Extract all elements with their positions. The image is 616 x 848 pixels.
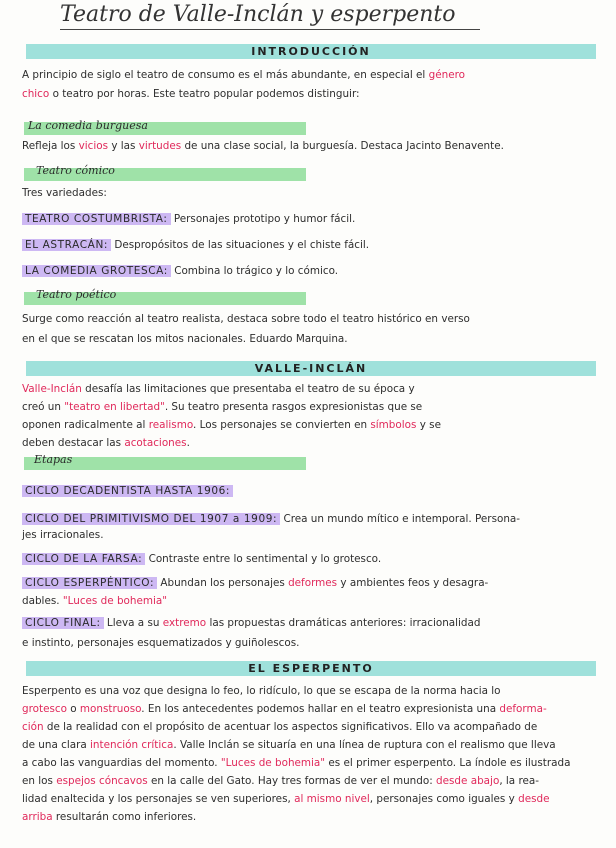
- section-title-intro: INTRODUCCIÓN: [251, 45, 371, 58]
- valle-text-2a: creó un: [22, 401, 65, 413]
- label-farsa: CICLO DE LA FARSA:: [22, 553, 145, 565]
- text-costumbrista: Personajes prototipo y humor fácil.: [170, 213, 356, 225]
- heading-etapas: Etapas: [34, 453, 73, 466]
- comico-variety-1: [22, 210, 602, 228]
- intro-red-chico: chico: [22, 88, 50, 100]
- etapa-5-cont: e instinto, personajes esquematizados y guiñolescos.: [22, 637, 300, 649]
- valle-text-1: desafía las limitaciones que presentaba el teatro de su época y: [81, 383, 415, 395]
- section-band-esperpento: [26, 661, 596, 676]
- text-final-2: las propuestas dramáticas anteriores: irracionalidad: [206, 617, 481, 629]
- text-farsa: Contraste entre lo sentimental y lo grotesco.: [145, 553, 382, 565]
- red-extremo: extremo: [162, 617, 207, 629]
- valle-text-2b: . Su teatro presenta rasgos expresionistas que se: [164, 401, 423, 413]
- esperpento-text-8: resultarán como inferiores.: [52, 811, 197, 823]
- red-arriba: arriba: [22, 811, 53, 823]
- burguesa-red-vicios: vicios: [78, 140, 109, 152]
- label-final: CICLO FINAL:: [22, 617, 104, 629]
- burguesa-red-virtudes: virtudes: [138, 140, 182, 152]
- label-costumbrista: TEATRO COSTUMBRISTA:: [22, 213, 171, 225]
- section-title-valle: VALLE-INCLÁN: [254, 362, 368, 375]
- label-primitivismo: CICLO DEL PRIMITIVISMO DEL 1907 a 1909:: [22, 513, 280, 525]
- esperpento-text-6a: en los: [22, 775, 57, 787]
- valle-red-libertad: "teatro en libertad": [64, 401, 165, 413]
- esperpento-text-3: de la realidad con el propósito de acentuar los aspectos significativos. Ello va acompañado de: [43, 721, 538, 733]
- esperpento-text-4a: de una clara: [22, 739, 91, 751]
- red-cion: ción: [22, 721, 44, 733]
- red-grotesco: grotesco: [22, 703, 67, 715]
- etapa-2-cont: jes irracionales.: [22, 529, 104, 541]
- red-desde: desde: [518, 793, 550, 805]
- valle-text-3b: . Los personajes se convierten en: [193, 419, 371, 431]
- esperpento-line-2: [22, 700, 602, 718]
- red-mismo-nivel: al mismo nivel: [294, 793, 370, 805]
- burguesa-text-2: y las: [108, 140, 139, 152]
- esperpento-text-6b: en la calle del Gato. Hay tres formas de ver el mundo:: [147, 775, 437, 787]
- text-grotesca: Combina lo trágico y lo cómico.: [170, 265, 339, 277]
- esperpento-text-7a: lidad enaltecida y los personajes se ven superiores,: [22, 793, 295, 805]
- esperpento-text-2b: . En los antecedentes podemos hallar en el teatro expresionista una: [141, 703, 500, 715]
- text-esperpentico-3: dables.: [22, 595, 63, 607]
- red-deforma: deforma-: [499, 703, 547, 715]
- label-esperpentico: CICLO ESPERPÉNTICO:: [22, 577, 157, 589]
- section-band-valle: [26, 361, 596, 376]
- valle-line-2: [22, 398, 602, 416]
- esperpento-text-2a: o: [66, 703, 80, 715]
- esperpento-line-1: Esperpento es una voz que designa lo feo, lo ridículo, lo que se escapa de la norma hacia lo: [22, 685, 501, 697]
- etapa-1: [22, 482, 602, 500]
- label-decadentista: CICLO DECADENTISTA HASTA 1906:: [22, 485, 233, 497]
- label-astracan: EL ASTRACÁN:: [22, 239, 111, 251]
- esperpento-line-7: [22, 790, 602, 808]
- etapa-3: [22, 550, 602, 568]
- esperpento-text-5a: a cabo las vanguardias del momento.: [22, 757, 221, 769]
- red-monstruoso: monstruoso: [79, 703, 142, 715]
- esperpento-line-6: [22, 772, 602, 790]
- intro-text-1: A principio de siglo el teatro de consumo es el más abundante, en especial el: [22, 69, 429, 81]
- valle-text-4b: .: [186, 437, 190, 449]
- text-esperpentico-1: Abundan los personajes: [157, 577, 289, 589]
- red-deformes: deformes: [288, 577, 338, 589]
- valle-text-3a: oponen radicalmente al: [22, 419, 149, 431]
- comico-variety-3: [22, 262, 602, 280]
- esperpento-text-4b: . Valle Inclán se situaría en una línea de ruptura con el realismo que lleva: [173, 739, 556, 751]
- red-luces-bohemia-2: "Luces de bohemia": [220, 757, 326, 769]
- intro-red-genero: género: [428, 69, 465, 81]
- valle-red-acotaciones: acotaciones: [124, 437, 187, 449]
- valle-red-name: Valle-Inclán: [22, 383, 82, 395]
- esperpento-line-4: [22, 736, 602, 754]
- intro-text-2: o teatro por horas. Este teatro popular podemos distinguir:: [49, 88, 360, 100]
- etapa-5: [22, 614, 602, 632]
- heading-poetico: Teatro poético: [36, 288, 117, 301]
- etapa-4-cont: [22, 592, 602, 610]
- red-intencion-critica: intención crítica: [90, 739, 174, 751]
- section-title-esperpento: EL ESPERPENTO: [248, 662, 374, 675]
- burguesa-paragraph: [22, 136, 594, 156]
- valle-text-3c: y se: [416, 419, 441, 431]
- esperpento-line-8: [22, 808, 602, 826]
- label-grotesca: LA COMEDIA GROTESCA:: [22, 265, 171, 277]
- valle-text-4a: deben destacar las: [22, 437, 125, 449]
- valle-line-4: [22, 434, 602, 452]
- text-final-1: Lleva a su: [103, 617, 163, 629]
- text-astracan: Despropósitos de las situaciones y el chiste fácil.: [111, 239, 370, 251]
- page-title: Teatro de Valle-Inclán y esperpento: [60, 2, 480, 30]
- valle-line-3: [22, 416, 602, 434]
- intro-paragraph: [22, 66, 594, 104]
- heading-comico: Teatro cómico: [36, 164, 115, 177]
- poetico-line-1: Surge como reacción al teatro realista, destaca sobre todo el teatro histórico en verso: [22, 313, 470, 325]
- burguesa-text-1: Refleja los: [22, 140, 79, 152]
- valle-line-1: [22, 380, 602, 398]
- red-espejos: espejos cóncavos: [56, 775, 148, 787]
- esperpento-text-5b: es el primer esperpento. La índole es ilustrada: [325, 757, 571, 769]
- section-band-intro: [26, 44, 596, 59]
- red-desde-abajo: desde abajo: [436, 775, 500, 787]
- esperpento-text-6c: , la rea-: [499, 775, 540, 787]
- esperpento-line-5: [22, 754, 602, 772]
- burguesa-text-3: de una clase social, la burguesía. Destaca Jacinto Benavente.: [181, 140, 504, 152]
- red-luces-bohemia-1: "Luces de bohemia": [62, 595, 168, 607]
- text-primitivismo: Crea un mundo mítico e intemporal. Persona-: [280, 513, 521, 525]
- poetico-line-2: en el que se rescatan los mitos nacionales. Eduardo Marquina.: [22, 333, 348, 345]
- comico-variety-2: [22, 236, 602, 254]
- esperpento-line-3: [22, 718, 602, 736]
- etapa-4: [22, 574, 602, 592]
- valle-red-realismo: realismo: [148, 419, 193, 431]
- esperpento-text-7b: , personajes como iguales y: [369, 793, 519, 805]
- comico-intro: Tres variedades:: [22, 187, 107, 199]
- heading-burguesa: La comedia burguesa: [28, 119, 148, 132]
- valle-red-simbolos: símbolos: [370, 419, 417, 431]
- text-esperpentico-2: y ambientes feos y desagra-: [337, 577, 489, 589]
